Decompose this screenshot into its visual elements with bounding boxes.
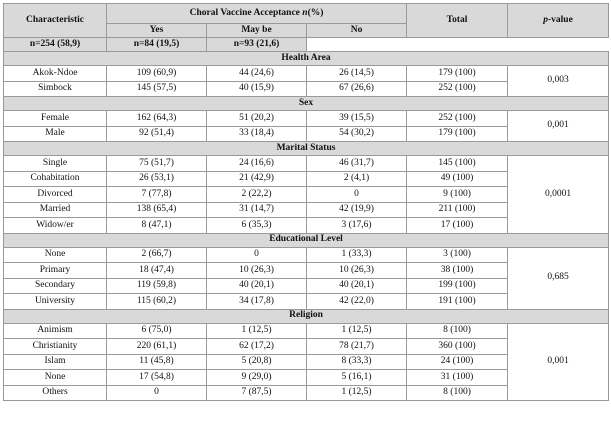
cell-maybe: 0 [207,247,307,263]
row-label: Animism [4,323,107,339]
col-no-label: No [307,24,407,38]
total-header: Total [407,4,508,38]
cell-total: 145 (100) [407,156,508,172]
table-row [4,156,609,172]
cell-total: 360 (100) [407,339,508,355]
cell-no: 39 (15,5) [307,111,407,127]
table-row [4,323,609,339]
pvalue-header [508,4,609,38]
cell-maybe: 40 (20,1) [207,278,307,294]
cell-yes: 11 (45,8) [107,354,207,370]
vaccine-acceptance-table [3,3,609,401]
cell-yes: 75 (51,7) [107,156,207,172]
cell-maybe: 2 (22,2) [207,187,307,203]
cell-yes: 8 (47,1) [107,218,207,234]
pvalue-cell: 0,0001 [508,156,609,234]
cell-no: 3 (17,6) [307,218,407,234]
table-row [4,111,609,127]
section-title: Marital Status [4,142,609,156]
pvalue-cell: 0,001 [508,323,609,401]
cell-maybe: 44 (24,6) [207,66,307,82]
cell-yes: 0 [107,385,207,401]
cell-yes: 220 (61,1) [107,339,207,355]
cell-maybe: 21 (42,9) [207,171,307,187]
cell-yes: 6 (75,0) [107,323,207,339]
cell-total: 3 (100) [407,247,508,263]
row-label: Male [4,126,107,142]
cell-yes: 115 (60,2) [107,294,207,310]
cell-no: 0 [307,187,407,203]
cell-no: 2 (4,1) [307,171,407,187]
group-title-prefix: Choral Vaccine Acceptance [189,7,303,18]
cell-yes: 17 (54,8) [107,370,207,386]
cell-yes: 18 (47,4) [107,263,207,279]
section-header-row [4,97,609,111]
pvalue-cell: 0,685 [508,247,609,309]
section-title: Sex [4,97,609,111]
col-yes-n: n=254 (58,9) [4,38,107,52]
cell-no: 67 (26,6) [307,81,407,97]
cell-yes: 138 (65,4) [107,202,207,218]
cell-total: 17 (100) [407,218,508,234]
cell-yes: 92 (51,4) [107,126,207,142]
cell-total: 24 (100) [407,354,508,370]
table-container [3,3,609,401]
cell-maybe: 31 (14,7) [207,202,307,218]
group-title-suffix: (%) [307,7,324,18]
row-label: Simbock [4,81,107,97]
cell-maybe: 34 (17,8) [207,294,307,310]
pvalue-cell: 0,003 [508,66,609,97]
cell-maybe: 24 (16,6) [207,156,307,172]
cell-yes: 2 (66,7) [107,247,207,263]
acceptance-group-header [107,4,407,24]
cell-total: 38 (100) [407,263,508,279]
cell-no: 10 (26,3) [307,263,407,279]
col-maybe-n: n=84 (19,5) [107,38,207,52]
cell-no: 1 (33,3) [307,247,407,263]
cell-total: 252 (100) [407,111,508,127]
cell-no: 78 (21,7) [307,339,407,355]
section-header-row [4,52,609,66]
section-title: Educational Level [4,233,609,247]
row-label: University [4,294,107,310]
section-header-row [4,309,609,323]
cell-maybe: 10 (26,3) [207,263,307,279]
cell-no: 1 (12,5) [307,385,407,401]
cell-no: 42 (19,9) [307,202,407,218]
col-yes-label: Yes [107,24,207,38]
cell-yes: 109 (60,9) [107,66,207,82]
cell-yes: 162 (64,3) [107,111,207,127]
cell-maybe: 7 (87,5) [207,385,307,401]
cell-total: 8 (100) [407,385,508,401]
cell-maybe: 33 (18,4) [207,126,307,142]
row-label: Others [4,385,107,401]
cell-no: 40 (20,1) [307,278,407,294]
cell-no: 42 (22,0) [307,294,407,310]
row-label: Female [4,111,107,127]
cell-total: 8 (100) [407,323,508,339]
row-label: None [4,247,107,263]
col-no-n: n=93 (21,6) [207,38,307,52]
cell-total: 31 (100) [407,370,508,386]
cell-maybe: 6 (35,3) [207,218,307,234]
cell-no: 26 (14,5) [307,66,407,82]
row-label: Cohabitation [4,171,107,187]
col-maybe-label: May be [207,24,307,38]
cell-maybe: 9 (29,0) [207,370,307,386]
cell-maybe: 5 (20,8) [207,354,307,370]
section-title: Religion [4,309,609,323]
section-title: Health Area [4,52,609,66]
group-title-n: n [302,7,308,18]
section-header-row [4,233,609,247]
row-label: Divorced [4,187,107,203]
cell-yes: 145 (57,5) [107,81,207,97]
section-header-row [4,142,609,156]
row-label: Primary [4,263,107,279]
cell-no: 5 (16,1) [307,370,407,386]
row-label: Single [4,156,107,172]
cell-total: 252 (100) [407,81,508,97]
characteristic-header: Characteristic [4,4,107,38]
pvalue-header-p: p [543,14,548,25]
cell-total: 49 (100) [407,171,508,187]
pvalue-cell: 0,001 [508,111,609,142]
cell-no: 1 (12,5) [307,323,407,339]
table-body [4,52,609,401]
row-label: Christianity [4,339,107,355]
row-label: Islam [4,354,107,370]
row-label: Married [4,202,107,218]
cell-no: 46 (31,7) [307,156,407,172]
table-row [4,66,609,82]
table-row [4,247,609,263]
cell-maybe: 40 (15,9) [207,81,307,97]
cell-total: 179 (100) [407,66,508,82]
row-label: Secondary [4,278,107,294]
row-label: Akok-Ndoe [4,66,107,82]
cell-yes: 119 (59,8) [107,278,207,294]
cell-total: 211 (100) [407,202,508,218]
cell-total: 179 (100) [407,126,508,142]
cell-total: 191 (100) [407,294,508,310]
row-label: None [4,370,107,386]
cell-maybe: 1 (12,5) [207,323,307,339]
cell-no: 54 (30,2) [307,126,407,142]
cell-maybe: 51 (20,2) [207,111,307,127]
cell-no: 8 (33,3) [307,354,407,370]
cell-yes: 26 (53,1) [107,171,207,187]
cell-yes: 7 (77,8) [107,187,207,203]
pvalue-header-rest: -value [548,14,573,25]
cell-total: 199 (100) [407,278,508,294]
row-label: Widow/er [4,218,107,234]
cell-total: 9 (100) [407,187,508,203]
cell-maybe: 62 (17,2) [207,339,307,355]
